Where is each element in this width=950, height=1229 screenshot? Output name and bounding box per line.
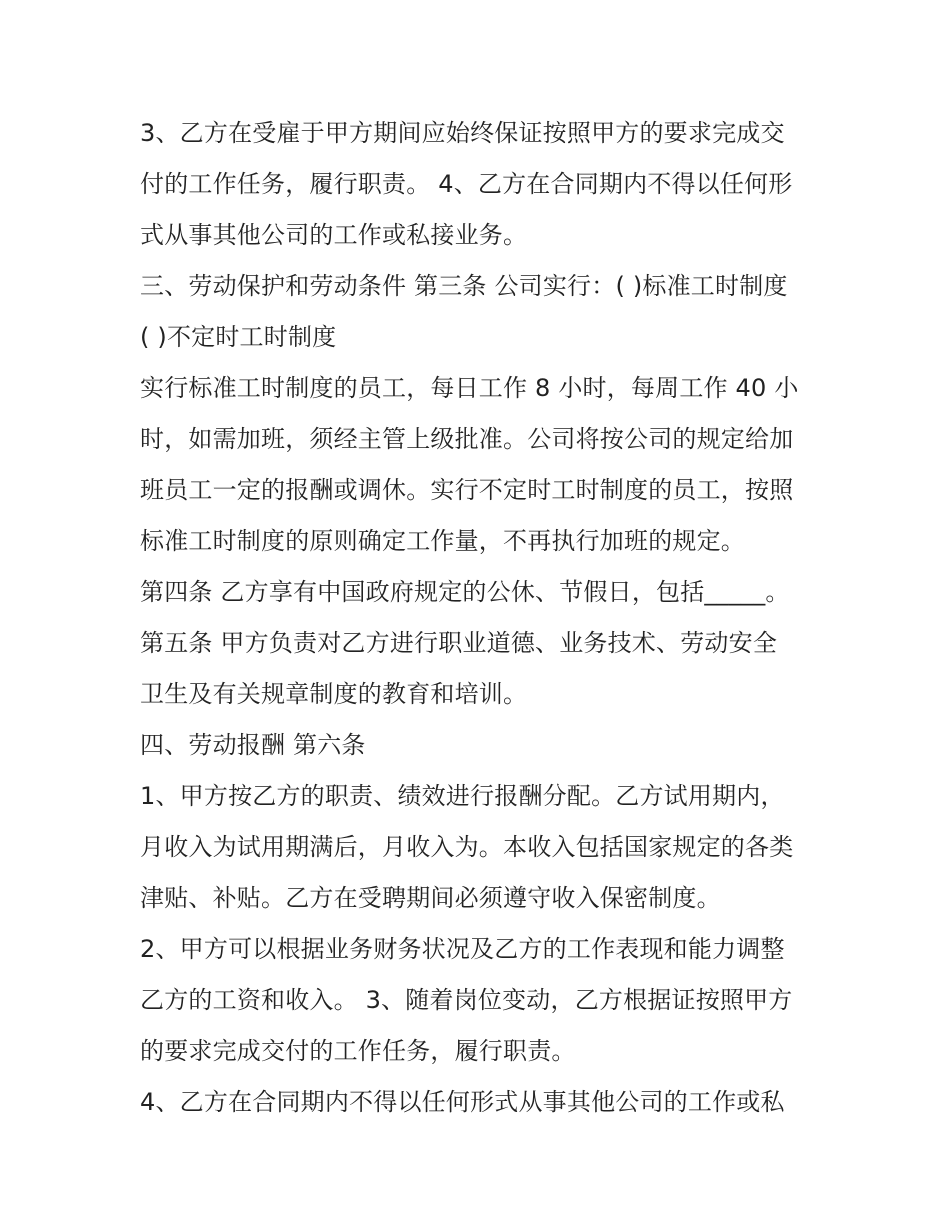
text-line: 标准工时制度的原则确定工作量，不再执行加班的规定。 (140, 527, 745, 555)
text-line: 时，如需加班，须经主管上级批准。公司将按公司的规定给加 (140, 425, 794, 453)
section-heading-line: 三、劳动保护和劳动条件 第三条 公司实行：( )标准工时制度 (140, 272, 788, 300)
text-line: 班员工一定的报酬或调休。实行不定时工时制度的员工，按照 (140, 476, 794, 504)
text-line: 2、甲方可以根据业务财务状况及乙方的工作表现和能力调整 (140, 935, 785, 963)
section-heading-line: 四、劳动报酬 第六条 (140, 731, 366, 759)
text-line: 4、乙方在合同期内不得以任何形式从事其他公司的工作或私 (140, 1088, 785, 1116)
text-line: 卫生及有关规章制度的教育和培训。 (140, 680, 528, 708)
text-line: 乙方的工资和收入。 3、随着岗位变动，乙方根据证按照甲方 (140, 986, 793, 1014)
text-line: 付的工作任务，履行职责。 4、乙方在合同期内不得以任何形 (140, 170, 793, 198)
text-line: 津贴、补贴。乙方在受聘期间必须遵守收入保密制度。 (140, 884, 721, 912)
clause-line: 第五条 甲方负责对乙方进行职业道德、业务技术、劳动安全 (140, 629, 778, 657)
text-line: 1、甲方按乙方的职责、绩效进行报酬分配。乙方试用期内， (140, 782, 785, 810)
text-line: 3、乙方在受雇于甲方期间应始终保证按照甲方的要求完成交 (140, 119, 785, 147)
text-line: ( )不定时工时制度 (140, 323, 337, 351)
text-line: 实行标准工时制度的员工，每日工作 8 小时，每周工作 40 小 (140, 374, 799, 402)
text-line: 月收入为试用期满后，月收入为。本收入包括国家规定的各类 (140, 833, 794, 861)
clause-line: 第四条 乙方享有中国政府规定的公休、节假日，包括_____。 (140, 578, 790, 606)
text-line: 的要求完成交付的工作任务，履行职责。 (140, 1037, 576, 1065)
text-line: 式从事其他公司的工作或私接业务。 (140, 221, 528, 249)
contract-text (140, 108, 820, 1128)
